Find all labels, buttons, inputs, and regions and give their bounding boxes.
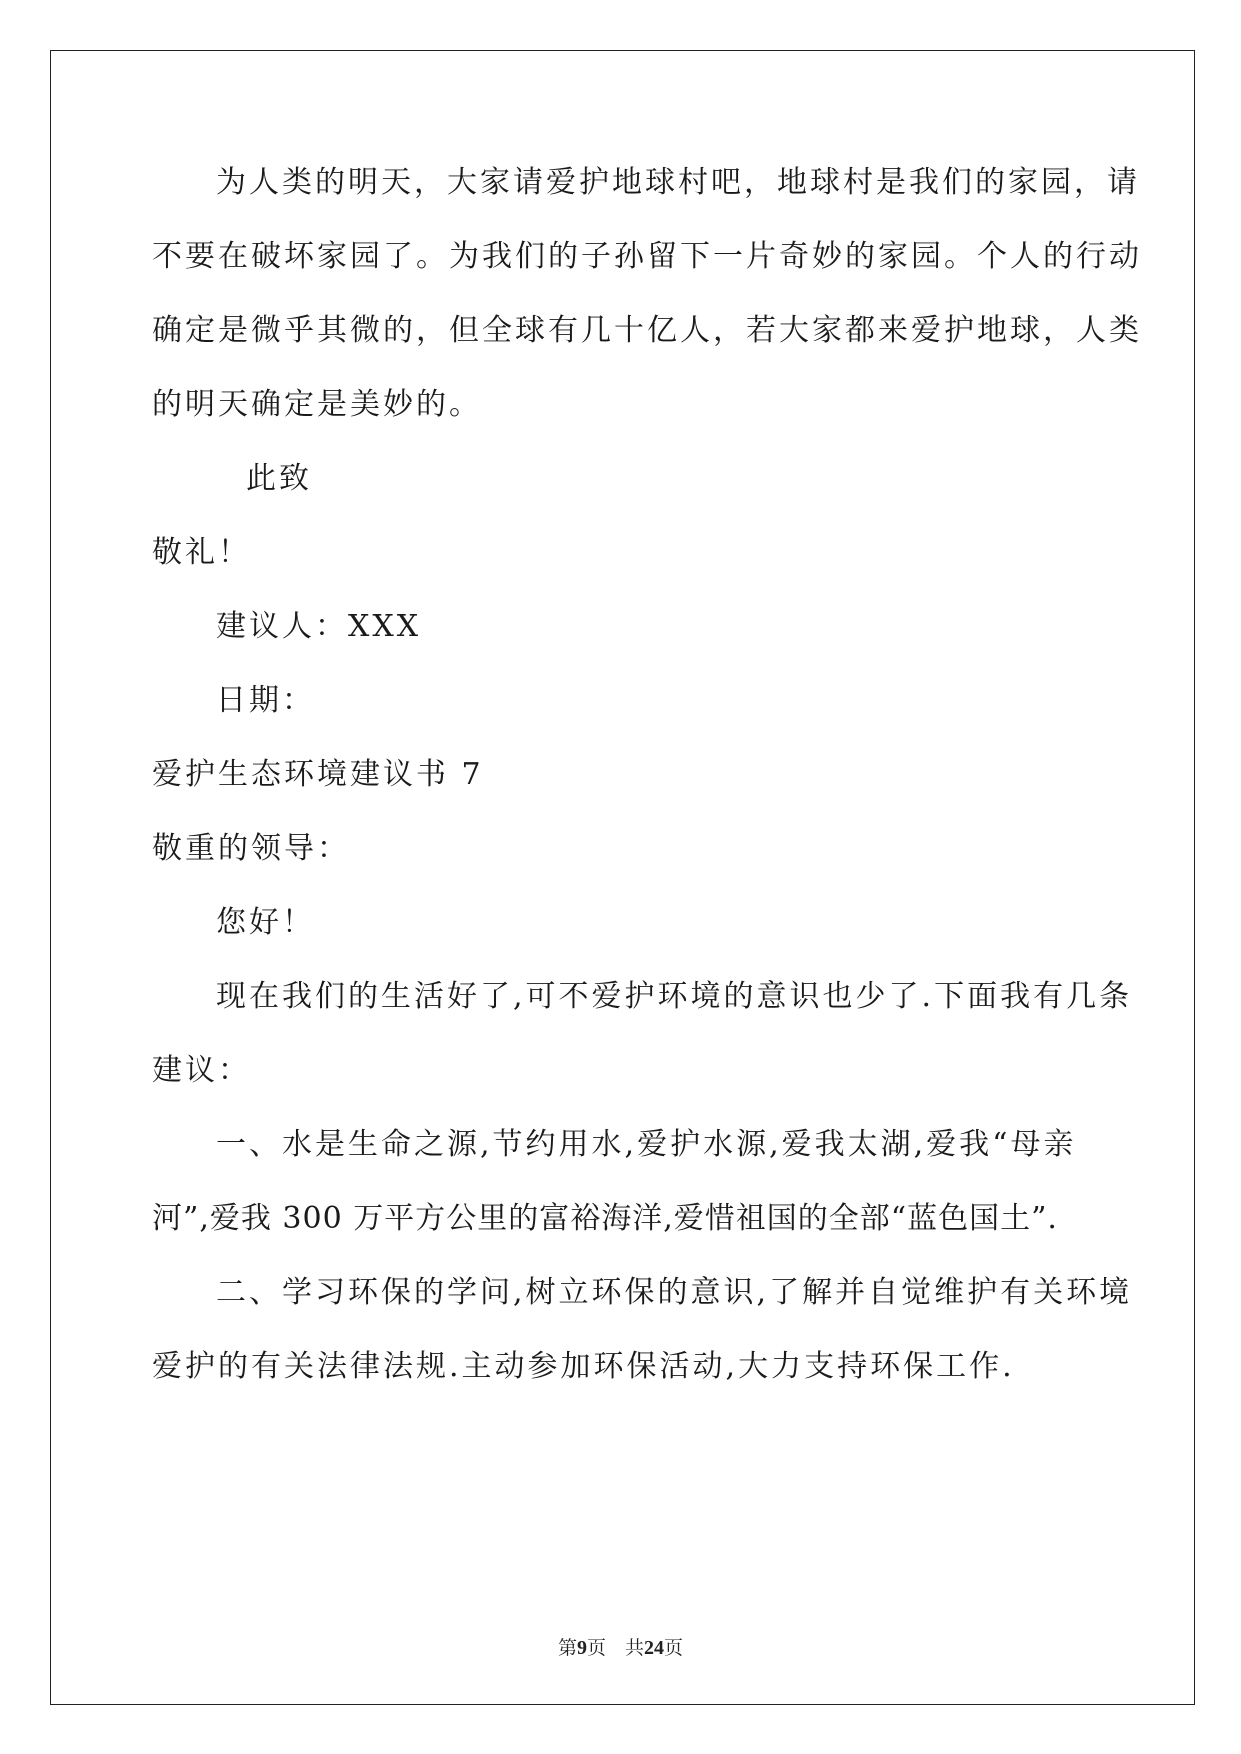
paragraph-line: 建议： [152,1053,251,1088]
paragraph-line: 不要在破坏家园了。为我们的子孙留下一片奇妙的家园。个人的行动 [152,239,1142,274]
paragraph-line: 现在我们的生活好了,可不爱护环境的意识也少了.下面我有几条 [216,979,1133,1014]
footer-prefix: 第 [557,1637,577,1659]
section-title: 爱护生态环境建议书 7 [152,757,484,792]
page-footer [0,1633,1241,1660]
footer-middle: 页 共 [586,1637,644,1659]
closing-regards: 敬礼！ [152,535,251,570]
footer-total-pages: 24 [644,1637,664,1659]
paragraph-line: 二、学习环保的学问,树立环保的意识,了解并自觉维护有关环境 [216,1275,1133,1310]
signer-line: 建议人：XXX [216,609,422,644]
date-line: 日期： [216,683,315,718]
paragraph-line: 的明天确定是美妙的。 [152,387,482,422]
paragraph-line: 河”,爱我 300 万平方公里的富裕海洋,爱惜祖国的全部“蓝色国土”. [152,1201,1058,1236]
closing-salutation: 此致 [246,461,312,496]
page-border [50,50,1195,1705]
greeting: 您好！ [216,905,315,940]
paragraph-line: 一、水是生命之源,节约用水,爱护水源,爱我太湖,爱我“母亲 [216,1127,1077,1162]
paragraph-line: 确定是微乎其微的，但全球有几十亿人，若大家都来爱护地球，人类 [152,313,1142,348]
paragraph-line: 为人类的明天，大家请爱护地球村吧，地球村是我们的家园，请 [216,165,1140,200]
greeting-recipient: 敬重的领导： [152,831,350,866]
paragraph-line: 爱护的有关法律法规.主动参加环保活动,大力支持环保工作. [152,1349,1015,1384]
footer-suffix: 页 [664,1637,684,1659]
footer-page-number: 9 [576,1637,587,1659]
